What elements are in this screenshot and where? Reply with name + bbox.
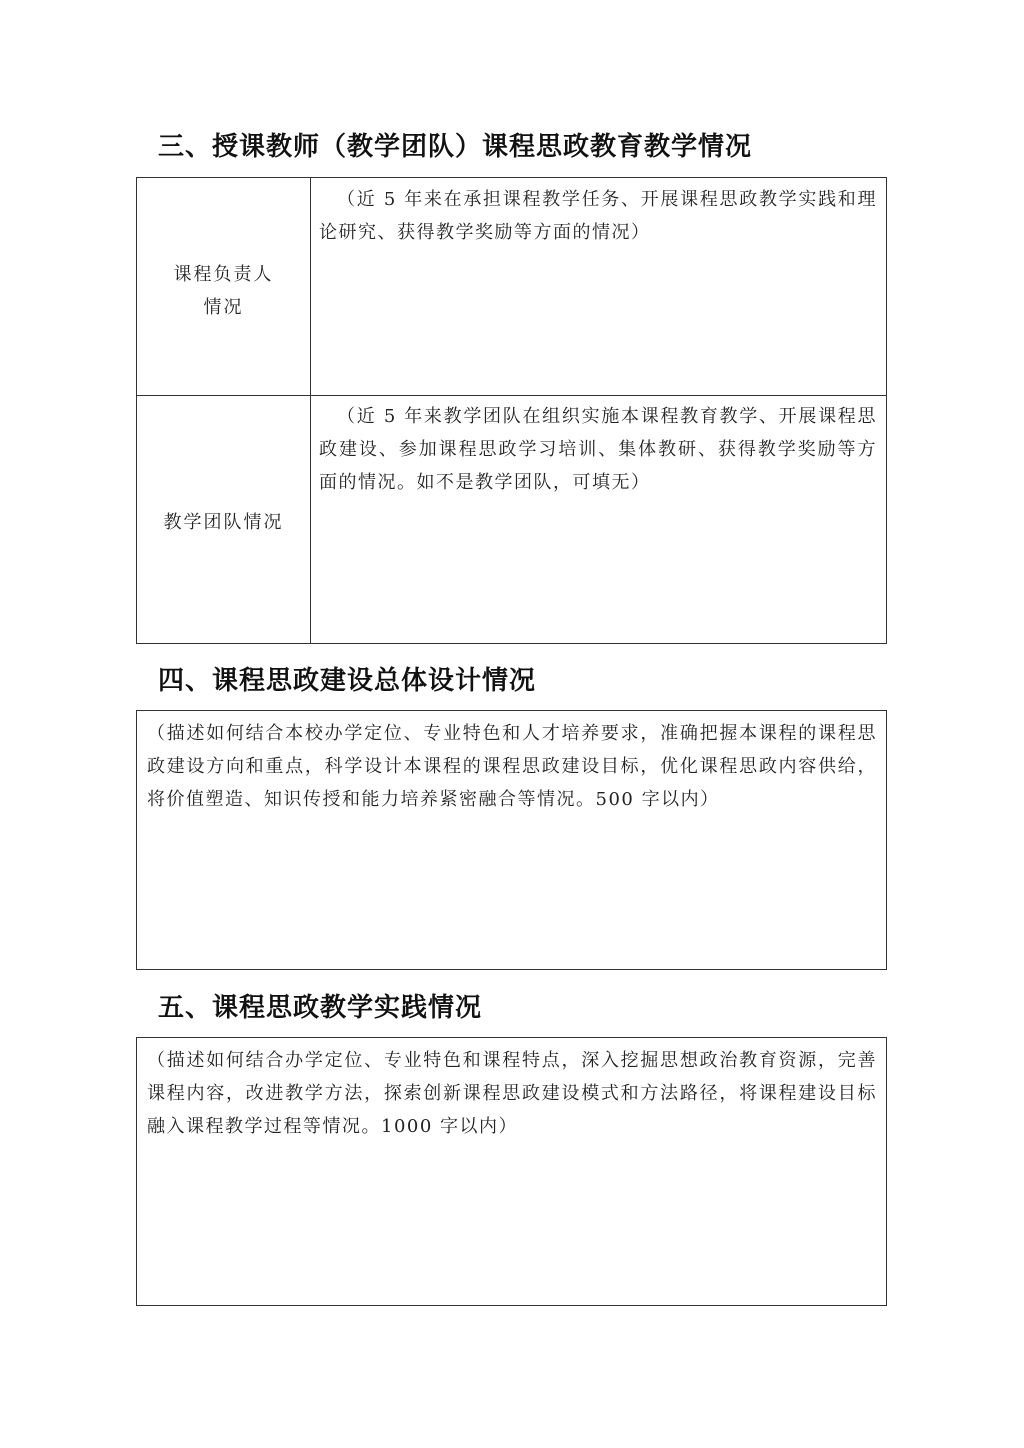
teacher-info-table: [136, 177, 887, 644]
overall-design-instruction: （描述如何结合本校办学定位、专业特色和人才培养要求，准确把握本课程的课程思政建设方向和重点，科学设计本课程的课程思政建设目标，优化课程思政内容供给，将价值塑造、知识传授和能力培养紧密融合等情况。500 字以内）: [147, 723, 877, 810]
overall-design-box[interactable]: [136, 710, 887, 970]
course-leader-field[interactable]: [319, 183, 877, 388]
section-4-heading: 四、课程思政建设总体设计情况: [158, 666, 537, 696]
course-leader-label-line2: 情况: [203, 297, 244, 318]
course-leader-label: [137, 258, 310, 324]
section-5-heading: 五、课程思政教学实践情况: [158, 993, 483, 1023]
course-leader-label-line1: 课程负责人: [173, 264, 274, 285]
section-3-heading: 三、授课教师（教学团队）课程思政教育教学情况: [158, 132, 753, 162]
table-row-divider: [137, 395, 886, 396]
teaching-team-label: 教学团队情况: [163, 512, 284, 533]
teaching-practice-instruction: （描述如何结合办学定位、专业特色和课程特点，深入挖掘思想政治教育资源，完善课程内容，改进教学方法，探索创新课程思政建设模式和方法路径，将课程建设目标融入课程教学过程等情况。1000 字以内）: [147, 1050, 877, 1137]
table-column-divider: [310, 178, 311, 643]
teaching-practice-box[interactable]: [136, 1037, 887, 1306]
course-leader-instruction: （近 5 年来在承担课程教学任务、开展课程思政教学实践和理论研究、获得教学奖励等方面的情况）: [319, 189, 877, 243]
teaching-team-field[interactable]: [319, 400, 877, 638]
teaching-team-instruction: （近 5 年来教学团队在组织实施本课程教育教学、开展课程思政建设、参加课程思政学习培训、集体教研、获得教学奖励等方面的情况。如不是教学团队，可填无）: [319, 406, 877, 493]
